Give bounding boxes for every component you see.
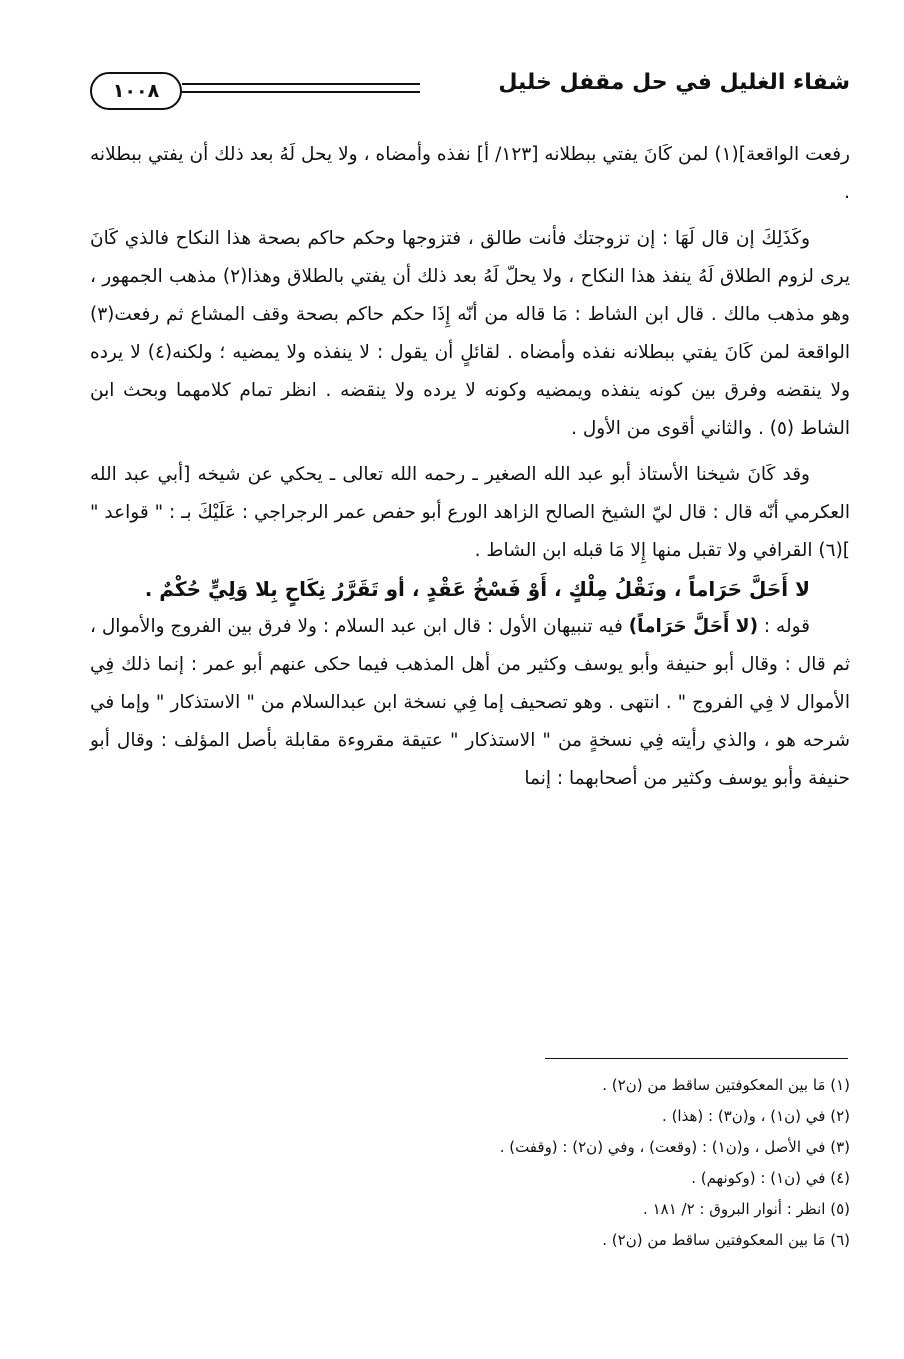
paragraph-4 [90,608,850,798]
main-text [90,136,850,798]
matn-verse: لا أَحَلَّ حَرَاماً ، ونَقْلُ مِلْكٍ ، أَوْ فَسْخُ عَقْدٍ ، أو تَقَرَّرُ نِكَاحٍ بِلا وَلِيٍّ حُكْمٌ . [144,577,810,601]
paragraph-2: وكَذَلِكَ إن قال لَهَا : إن تزوجتك فأنت طالق ، فتزوجها وحكم حاكم بصحة هذا النكاح فالذي كَانَ يرى لزوم الطلاق لَهُ ينفذ هذا النكاح ، ولا يحلّ لَهُ بعد ذلك أن يفتي بالطلاق وهذا(٢) مذهب الجمهور ، وهو مذهب مالك . قال ابن الشاط : مَا قاله من أنّه إِذَا حكم حاكم بصحة وقف المشاع ثم رفعت(٣) الواقعة لمن كَانَ يفتي ببطلانه نفذه وأمضاه . لقائلٍ أن يقول : لا ينفذه ولا يمضيه ؛ ولكنه(٤) لا يرده ولا ينقضه وفرق بين كونه ينفذه ويمضيه وكونه لا يرده ولا ينقضه . انظر تمام كلامهما وبحث ابن الشاط (٥) . والثاني أقوى من الأول . [90,228,851,439]
footnote-6: (٦) مَا بين المعكوفتين ساقط من (ن٢) . [602,1231,850,1249]
paragraph-1: رفعت الواقعة](١) لمن كَانَ يفتي ببطلانه [١٢٣/ أ] نفذه وأمضاه ، ولا يحل لَهُ بعد ذلك أن يفتي ببطلانه . [90,144,850,203]
quoted-matn: (لا أَحَلَّ حَرَاماً) [628,616,759,637]
footnote-separator [545,1058,848,1059]
header-rule [182,83,420,85]
footnote-4: (٤) في (ن١) : (وكونهم) . [691,1169,850,1187]
footnote-1: (١) مَا بين المعكوفتين ساقط من (ن٢) . [602,1076,850,1094]
header-rule-lower [182,91,420,93]
running-title: شفاء الغليل في حل مقفل خليل [498,70,850,95]
footnote-2: (٢) في (ن١) ، و(ن٣) : (هذا) . [662,1107,850,1125]
footnote-3: (٣) في الأصل ، و(ن١) : (وقعت) ، وفي (ن٢) : (وقفت) . [499,1138,850,1156]
footnote-5: (٥) انظر : أنوار البروق : ٢/ ١٨١ . [643,1200,850,1218]
footnotes [90,1070,850,1256]
paragraph-3: وقد كَانَ شيخنا الأستاذ أبو عبد الله الصغير ـ رحمه الله تعالى ـ يحكي عن شيخه [أبي عبد الله العكرمي أنّه قال : قال ليّ الشيخ الصالح الزاهد الورع أبو حفص عمر الرجراجي : عَلَيْكَ بـ : " قواعد " ](٦) القرافي ولا تقبل منها إِلا مَا قبله ابن الشاط . [90,464,850,561]
page-header [90,62,850,114]
page-number: ١٠٠٨ [90,72,182,110]
paragraph-4-lead: قوله : [758,616,810,637]
paragraph-4-text: فيه تنبيهان الأول : قال ابن عبد السلام : ولا فرق بين الفروج والأموال ، ثم قال : وقال أبو حنيفة وأبو يوسف وكثير من أهل المذهب فيما حكى عنهم أبو عمر : إنما ذلك فِي الأموال لا فِي الفروج " . انتهى . وهو تصحيف إما فِي نسخة ابن عبدالسلام من " الاستذكار " وإما في شرحه هو ، والذي رأيته فِي نسخةٍ من " الاستذكار " عتيقة مقروءة مقابلة بأصل المؤلف : وقال أبو حنيفة وأبو يوسف وكثير من أصحابهما : إنما [90,616,850,789]
